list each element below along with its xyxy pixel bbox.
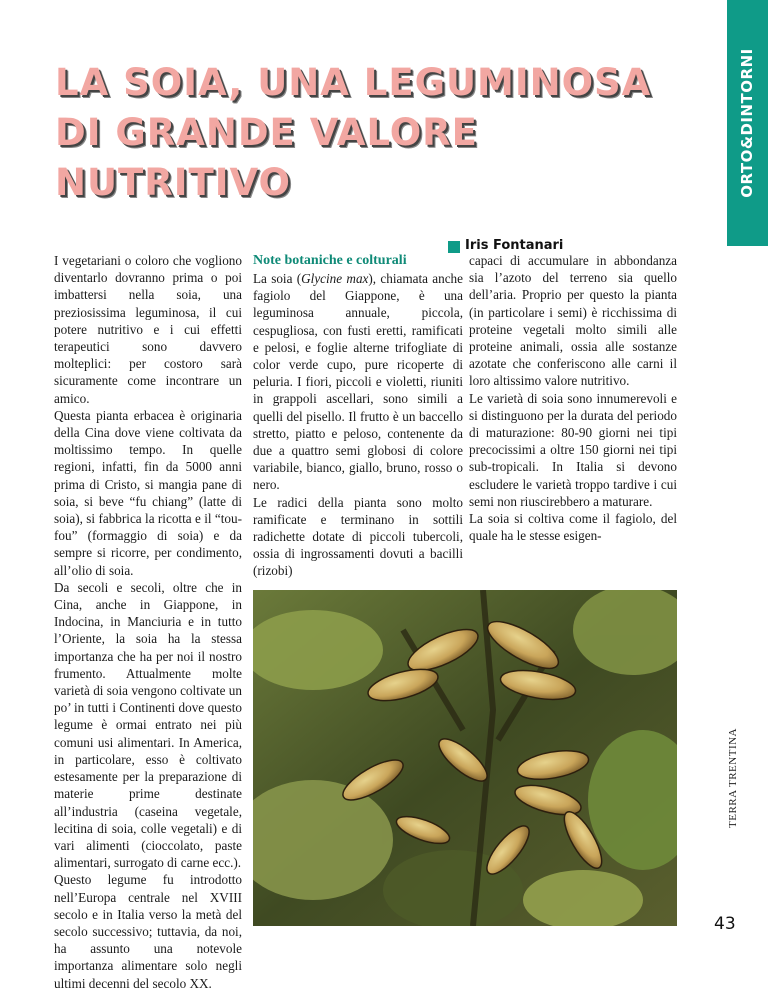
paragraph: La soia si coltiva come il fagiolo, del quale ha le stesse esigen- [469, 511, 677, 544]
author-name: Iris Fontanari [465, 238, 564, 253]
column-1 [54, 252, 242, 992]
text-run: ), chiamata anche fagiolo del Giappone, è una leguminosa annuale, piccola, cespugliosa, con fusti eretti, ramificati e pelosi, e foglie alterne trifogliate di color verde cupo, pure ricoperte di peluria. I fiori, piccoli e violetti, riuniti in grappoli ascellari, sono simili a quelli del pisello. Il frutto è un baccello stretto, piatto e peloso, contenente da due a quattro semi globosi di colore variabile, bianco, giallo, bruno, rosso o nero. [253, 271, 463, 493]
text-run: La soia ( [253, 271, 302, 286]
paragraph: Le varietà di soia sono innumerevoli e si distinguono per la durata del periodo di maturazione: 80-90 giorni nei tipi precocissimi a oltre 150 giorni nei tipi sub-tropicali. In Italia si devono escludere le varietà troppo tardive i cui semi non riuscirebbero a maturare. [469, 390, 677, 509]
page-number: 43 [714, 914, 736, 934]
section-label: ORTO&DINTORNI [738, 48, 756, 198]
paragraph: Questo legume fu introdotto nell’Europa centrale nel XVIII secolo e in Italia verso la metà del secolo successivo; tuttavia, da noi, ha assunto una notevole importanza alimentare solo negli ultimi decenni del secolo XX. [54, 872, 242, 991]
paragraph: capaci di accumulare in abbondanza sia l’azoto del terreno sia quello dell’aria. Proprio per questo la pianta (in particolare i semi) è ricchissima di proteine vegetali molto simili alle proteine animali, ossia alle sostanze azotate che conferiscono alle carni il loro altissimo valore nutritivo. [469, 253, 677, 389]
magazine-name: TERRA TRENTINA [727, 728, 739, 828]
column-3 [469, 252, 677, 544]
column-2 [253, 252, 463, 580]
paragraph: Questa pianta erbacea è originaria della Cina dove viene coltivata da moltissimo tempo. In quelle regioni, infatti, fin da 5000 anni prima di Cristo, si mangia pane di soia, si beve “fu chiang” (latte di soia), si fabbrica la ricotta e il “tou-fou” (formaggio di soia) e da sempre si ricorre, per condimento, all’olio di soia. [54, 407, 242, 578]
section-heading: Note botaniche e colturali [253, 253, 407, 268]
paragraph: I vegetariani o coloro che vogliono diventarlo dovranno prima o poi imbattersi nella soia, una preziosissima leguminosa, il cui potere nutritivo e i cui effetti terapeutici sono davvero molteplici: per costoro sarà sicuramente come incontrare un amico. [54, 253, 242, 406]
article-title: LA SOIA, UNA LEGUMINOSA DI GRANDE VALORE NUTRITIVO [55, 61, 652, 204]
paragraph: Da secoli e secoli, oltre che in Cina, anche in Giappone, in Indocina, in Manciuria e in tutto l’Oriente, la soia ha la stessa importanza che ha per noi il nostro frumento. Attualmente molte varietà di soia vengono coltivate un po’ in tutti i Continenti dove questo legume è ormai entrato nei più comuni usi alimentari. In America, in particolare, esso è coltivato estesamente per la preparazione di materie prime destinate all’industria (caseina vegetale, lecitina di soia, colle vegetali) e di vari alimenti (cioccolato, paste alimentari, surrogato di carne ecc.). [54, 579, 242, 871]
scientific-name: Glycine max [301, 271, 369, 286]
paragraph: Le radici della pianta sono molto ramificate e terminano in sottili radichette dotate di piccoli tubercoli, ossia di ingrossamenti dovuti a bacilli (rizobi) [253, 494, 463, 579]
paragraph [253, 270, 463, 494]
soybean-photo [253, 590, 677, 926]
